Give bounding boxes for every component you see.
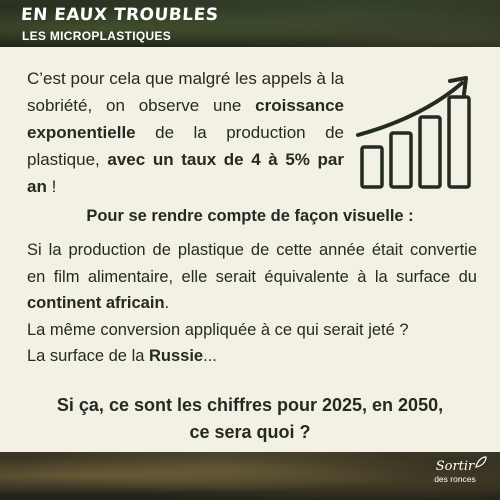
intro-bold-rate: avec un taux de 4 à 5% par an [27, 150, 344, 196]
section-heading: Pour se rendre compte de façon visuelle : [86, 207, 414, 225]
intro-bold-growth: croissance exponentielle [27, 96, 344, 142]
header-banner [0, 0, 500, 47]
body-bold-africa: continent africain [27, 294, 165, 312]
intro-paragraph [27, 65, 344, 200]
body-text-1: Si la production de plastique de cette année était convertie en film alimentaire, elle serait équivalente à la surface du [27, 241, 477, 286]
body-line-question: La même conversion appliquée à ce qui serait jeté ? [27, 320, 409, 339]
body-line-russia [27, 343, 477, 370]
series-subtitle: LES MICROPLASTIQUES [22, 29, 172, 43]
leaf-icon [474, 455, 488, 469]
content-panel [0, 47, 500, 452]
logo-text-bottom: des ronces [434, 474, 476, 484]
brand-logo [420, 455, 490, 497]
body-paragraph [27, 237, 477, 370]
body-text-2: . [164, 294, 170, 312]
body-text-3: La surface de la [27, 347, 149, 365]
closing-question [0, 392, 500, 446]
body-bold-russia: Russie [149, 347, 204, 365]
series-title: EN EAUX TROUBLES [20, 5, 220, 25]
body-line-africa [27, 237, 477, 317]
closing-line-2: ce sera quoi ? [189, 422, 311, 442]
intro-text-2: de la production de plastique, [27, 123, 344, 169]
growth-bar-chart-icon [354, 73, 478, 193]
intro-text-1: C’est pour cela que malgré les appels à la sobriété, on observe une [27, 69, 344, 115]
intro-text-3: ! [46, 177, 57, 196]
logo-text-top: Sortir [435, 459, 475, 474]
closing-line-1: Si ça, ce sont les chiffres pour 2025, en 2050, [56, 395, 444, 415]
body-text-4: ... [203, 347, 217, 365]
footer-banner [0, 452, 500, 500]
